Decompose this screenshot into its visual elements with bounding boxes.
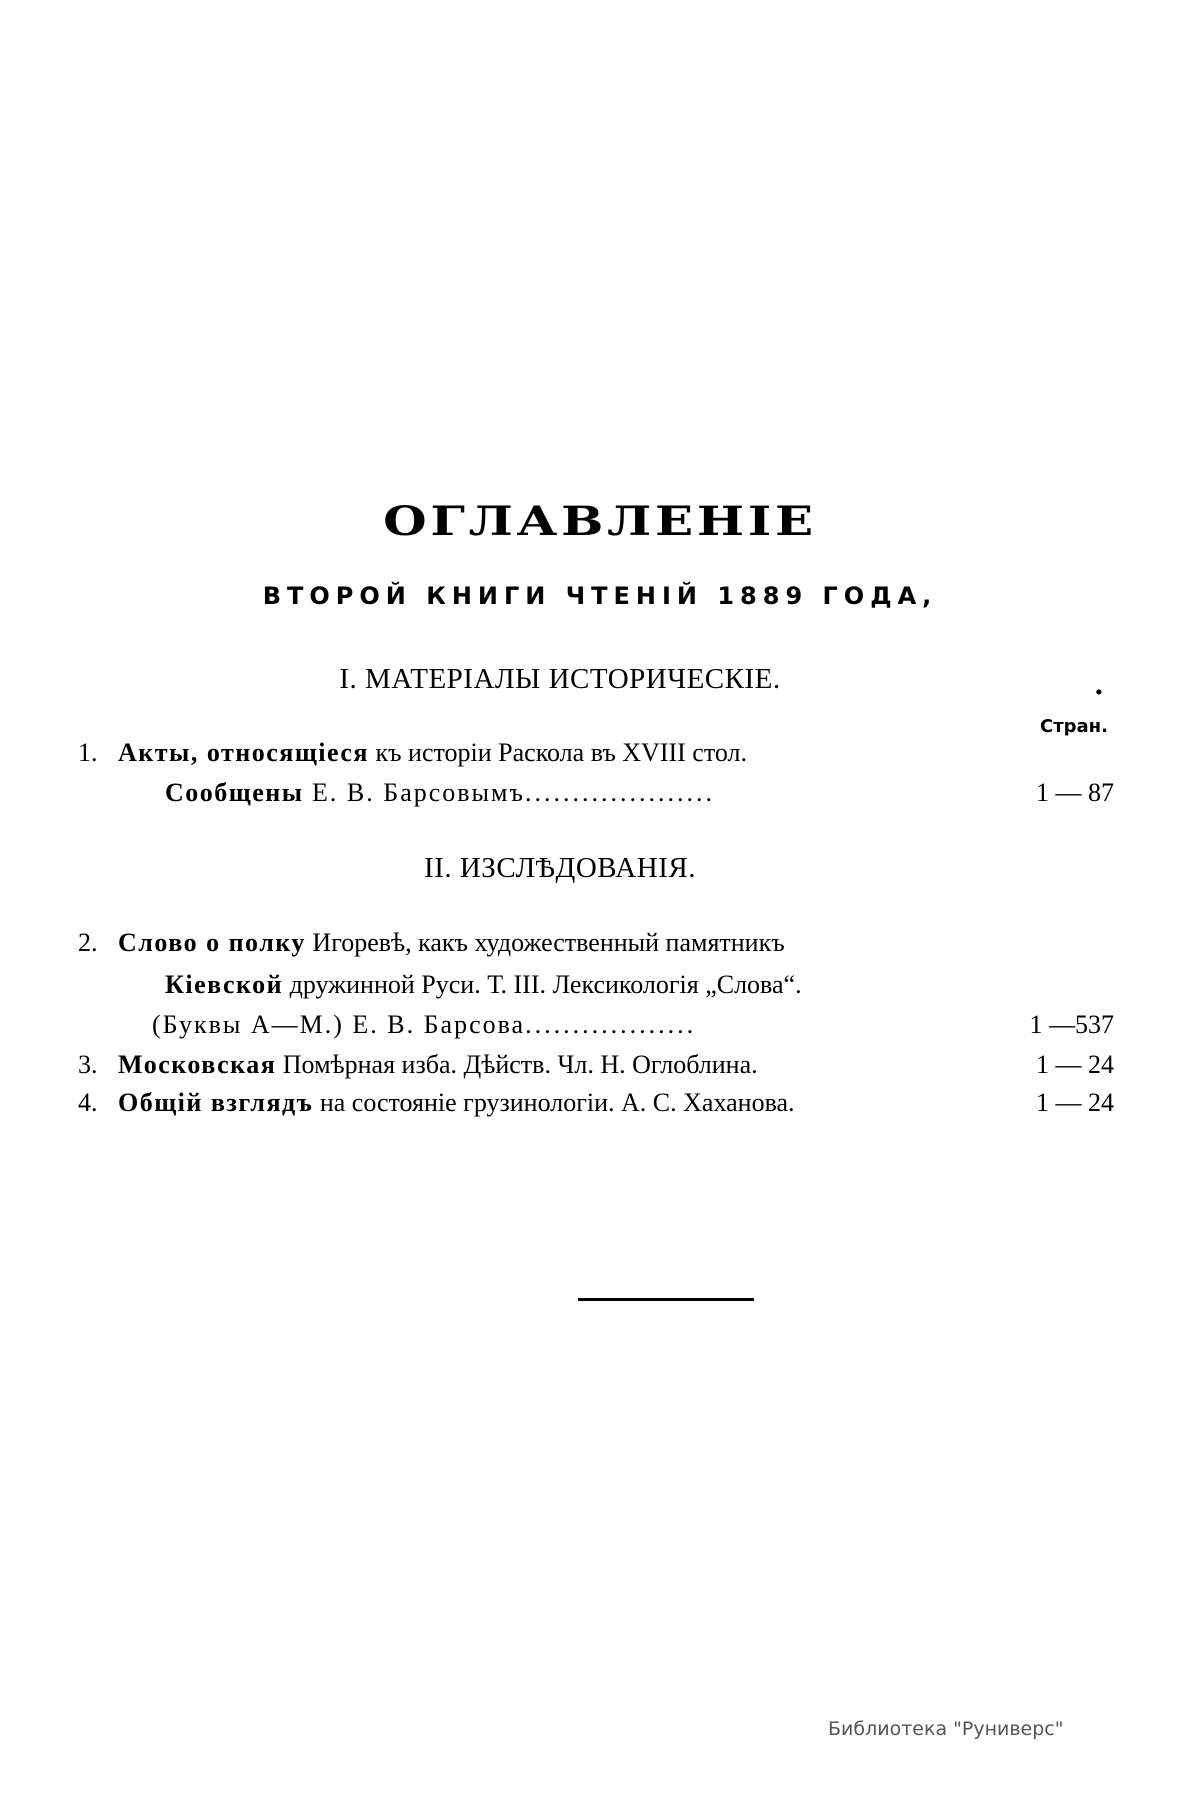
toc-entry-4 xyxy=(0,1088,1200,1126)
entry-text: Сообщены Е. В. Барсовымъ.................... xyxy=(165,778,715,807)
entry-pages: 1 — 24 xyxy=(1036,1050,1114,1079)
library-watermark: Библиотека "Руниверс" xyxy=(828,1718,1064,1740)
toc-entry-2-line-1 xyxy=(0,928,1200,966)
page-subtitle: ВТОРОЙ КНИГИ ЧТЕНІЙ 1889 ГОДА, xyxy=(262,582,938,610)
entry-number: 1. xyxy=(78,738,98,767)
entry-text: Общій взглядъ на состояніе грузинологіи. А. С. Хаханова. xyxy=(118,1088,795,1117)
entry-text: Кіевской дружинной Руси. Т. III. Лексикологія „Слова“. xyxy=(165,970,802,999)
entry-number: 4. xyxy=(78,1088,98,1117)
toc-entry-1-line-2 xyxy=(0,778,1200,816)
stray-mark: . xyxy=(1094,668,1104,701)
page-title: ОГЛАВЛЕНІЕ xyxy=(383,498,817,545)
entry-pages: 1 — 87 xyxy=(1036,778,1114,807)
entry-number: 2. xyxy=(78,928,98,957)
toc-entry-1-line-1 xyxy=(0,738,1200,776)
toc-entry-2-line-2 xyxy=(0,970,1200,1008)
entry-text: Акты, относящіеся къ исторіи Раскола въ XVIII стол. xyxy=(118,738,747,767)
section-heading-materials: I. МАТЕРІАЛЫ ИСТОРИЧЕСКІЕ. xyxy=(339,663,781,695)
toc-entry-3 xyxy=(0,1050,1200,1088)
divider-rule xyxy=(578,1298,754,1301)
entry-text: Московская Помѣрная изба. Дѣйств. Чл. Н. Оглоблина. xyxy=(118,1050,758,1079)
entry-number: 3. xyxy=(78,1050,98,1079)
entry-text: (Буквы А—М.) Е. В. Барсова.................. xyxy=(152,1010,697,1039)
section-heading-research: II. ИЗСЛѢДОВАНІЯ. xyxy=(424,852,696,884)
entry-text: Слово о полку Игоревѣ, какъ художественный памятникъ xyxy=(118,928,785,957)
pages-column-label: Стран. xyxy=(1040,716,1108,737)
entry-pages: 1 —537 xyxy=(1029,1010,1114,1039)
entry-pages: 1 — 24 xyxy=(1036,1088,1114,1117)
toc-entry-2-line-3 xyxy=(0,1010,1200,1048)
